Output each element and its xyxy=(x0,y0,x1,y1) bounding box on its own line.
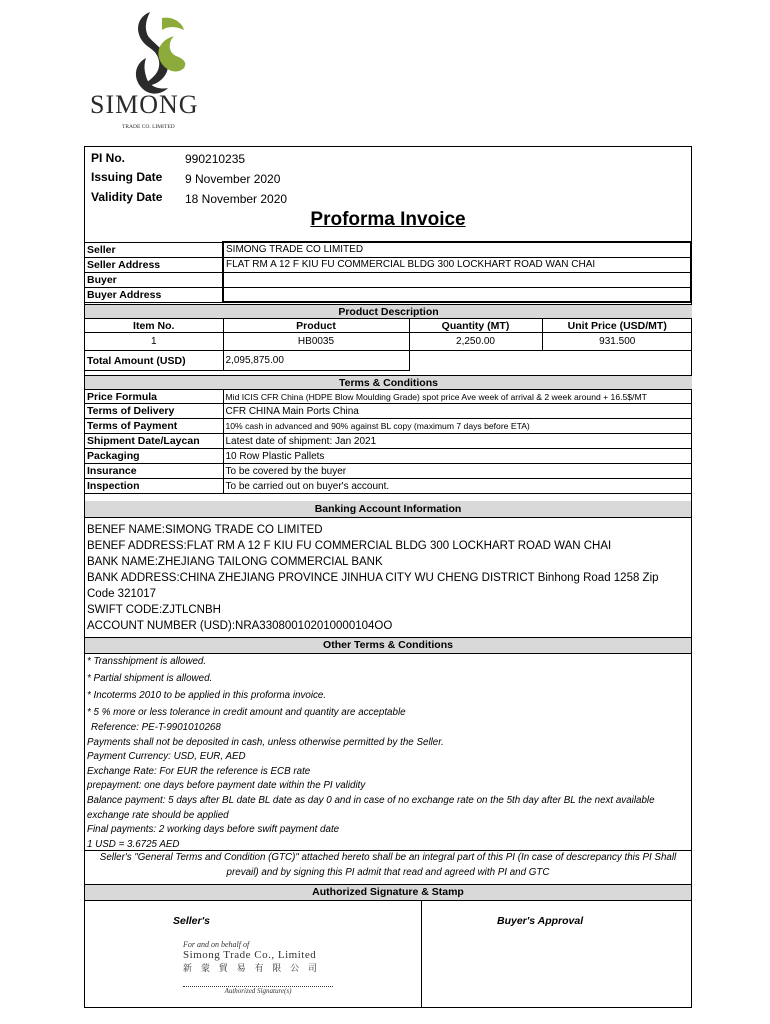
seller-address-label: Seller Address xyxy=(85,257,223,272)
page-title: Proforma Invoice xyxy=(310,209,466,230)
other-term-line: Balance payment: 5 days after BL date BL date as day 0 and in case of no exchange rate on the 5th day after BL the next available exchange rate should be applied xyxy=(87,794,655,821)
total-amount-value: 2,095,875.00 xyxy=(223,351,409,371)
buyer-label: Buyer xyxy=(85,272,223,287)
logo-subtitle: TRADE CO. LIMITED xyxy=(122,124,175,130)
seller-value: SIMONG TRADE CO LIMITED xyxy=(223,242,691,257)
parties-table xyxy=(85,241,692,303)
buyer-approval-label: Buyer's Approval xyxy=(497,915,584,927)
pi-no-label: PI No. xyxy=(91,151,126,165)
gtc-statement: Seller's "General Terms and Condition (GTC)" attached hereto shall be an integral part of this PI (In case of descrepancy this PI Shall prevail) and by signing this PI admit that read and agreed with PI and GTC xyxy=(85,850,691,880)
stamp-chinese-name: 新 蒙 貿 易 有 限 公 司 xyxy=(183,964,321,974)
other-term-line: * Partial shipment is allowed. xyxy=(87,673,213,684)
stamp-line: For and on behalf of xyxy=(183,940,250,949)
inspection-label: Inspection xyxy=(85,479,223,494)
validity-date-value: 18 November 2020 xyxy=(185,192,288,206)
banking-line: BANK NAME:ZHEJIANG TAILONG COMMERCIAL BANK xyxy=(87,556,383,568)
other-term-line: Reference: PE-T-9901010268 xyxy=(91,722,221,733)
col-unit-price: Unit Price (USD/MT) xyxy=(542,319,692,333)
other-term-line: 1 USD = 3.6725 AED xyxy=(87,838,180,850)
terms-section-title: Terms & Conditions xyxy=(85,376,692,390)
company-stamp xyxy=(183,940,343,995)
other-term-line: Final payments: 2 working days before swift payment date xyxy=(87,824,340,836)
validity-date-label: Validity Date xyxy=(91,190,163,204)
packaging-label: Packaging xyxy=(85,449,223,464)
price-formula-label: Price Formula xyxy=(85,390,223,404)
pi-no-value: 990210235 xyxy=(185,152,246,166)
stamp-signature-line: Authorized Signature(s) xyxy=(183,986,333,995)
other-term-line: Payment Currency: USD, EUR, AED xyxy=(87,751,246,763)
total-amount-label: Total Amount (USD) xyxy=(85,351,223,371)
payment-terms-value: 10% cash in advanced and 90% against BL copy (maximum 7 days before ETA) xyxy=(223,419,692,434)
shipment-date-label: Shipment Date/Laycan xyxy=(85,434,223,449)
terms-table xyxy=(85,375,692,494)
unit-price-value: 931.500 xyxy=(542,333,692,351)
col-item-no: Item No. xyxy=(85,319,223,333)
col-quantity: Quantity (MT) xyxy=(409,319,542,333)
insurance-value: To be covered by the buyer xyxy=(223,464,692,479)
other-term-line: prepayment: one days before payment date within the PI validity xyxy=(87,780,366,792)
other-term-line: * 5 % more or less tolerance in credit amount and quantity are acceptable xyxy=(87,707,406,718)
invoice-frame xyxy=(84,146,692,1008)
logo-name: SIMONG xyxy=(90,90,199,119)
other-terms-list xyxy=(85,653,691,852)
seller-address-value: FLAT RM A 12 F KIU FU COMMERCIAL BLDG 300 LOCKHART ROAD WAN CHAI xyxy=(223,257,691,272)
issuing-date-value: 9 November 2020 xyxy=(185,172,281,186)
buyer-address-label: Buyer Address xyxy=(85,287,223,302)
product-section-title: Product Description xyxy=(85,305,692,319)
insurance-label: Insurance xyxy=(85,464,223,479)
other-term-line: Payments shall not be deposited in cash, unless otherwise permitted by the Seller. xyxy=(87,736,444,748)
buyer-value xyxy=(223,272,691,287)
seller-signature-label: Seller's xyxy=(173,915,210,927)
issuing-date-label: Issuing Date xyxy=(91,170,163,184)
banking-line: BANK ADDRESS:CHINA ZHEJIANG PROVINCE JINHUA CITY WU CHENG DISTRICT Binhong Road 1258 Zip Code 321017 xyxy=(87,572,659,600)
other-term-line: * Transshipment is allowed. xyxy=(87,656,207,667)
banking-line: ACCOUNT NUMBER (USD):NRA330800102010000104OO xyxy=(87,620,393,632)
banking-line: BENEF NAME:SIMONG TRADE CO LIMITED xyxy=(87,524,323,536)
banking-line: BENEF ADDRESS:FLAT RM A 12 F KIU FU COMMERCIAL BLDG 300 LOCKHART ROAD WAN CHAI xyxy=(87,540,612,552)
price-formula-value: Mid ICIS CFR China (HDPE Blow Moulding Grade) spot price Ave week of arrival & 2 week around + 16.5$/MT xyxy=(223,390,692,404)
signature-section-title: Authorized Signature & Stamp xyxy=(85,884,691,901)
delivery-terms-value: CFR CHINA Main Ports China xyxy=(223,404,692,419)
packaging-value: 10 Row Plastic Pallets xyxy=(223,449,692,464)
inspection-value: To be carried out on buyer's account. xyxy=(223,479,692,494)
payment-terms-label: Terms of Payment xyxy=(85,419,223,434)
quantity-value: 2,250.00 xyxy=(409,333,542,351)
other-terms-section-title: Other Terms & Conditions xyxy=(85,637,691,654)
banking-section-title: Banking Account Information xyxy=(85,501,691,518)
delivery-terms-label: Terms of Delivery xyxy=(85,404,223,419)
col-product: Product xyxy=(223,319,409,333)
product-value: HB0035 xyxy=(223,333,409,351)
stamp-company-name: Simong Trade Co., Limited xyxy=(183,949,317,961)
seller-label: Seller xyxy=(85,242,223,257)
other-term-line: * Incoterms 2010 to be applied in this proforma invoice. xyxy=(87,690,327,701)
company-logo xyxy=(88,8,228,134)
product-table xyxy=(85,304,692,371)
other-term-line: Exchange Rate: For EUR the reference is ECB rate xyxy=(87,765,311,777)
buyer-address-value xyxy=(223,287,691,302)
banking-info xyxy=(85,520,691,636)
item-no-value: 1 xyxy=(85,333,223,351)
seller-signature-box xyxy=(85,900,422,1008)
shipment-date-value: Latest date of shipment: Jan 2021 xyxy=(223,434,692,449)
banking-line: SWIFT CODE:ZJTLCNBH xyxy=(87,604,221,616)
